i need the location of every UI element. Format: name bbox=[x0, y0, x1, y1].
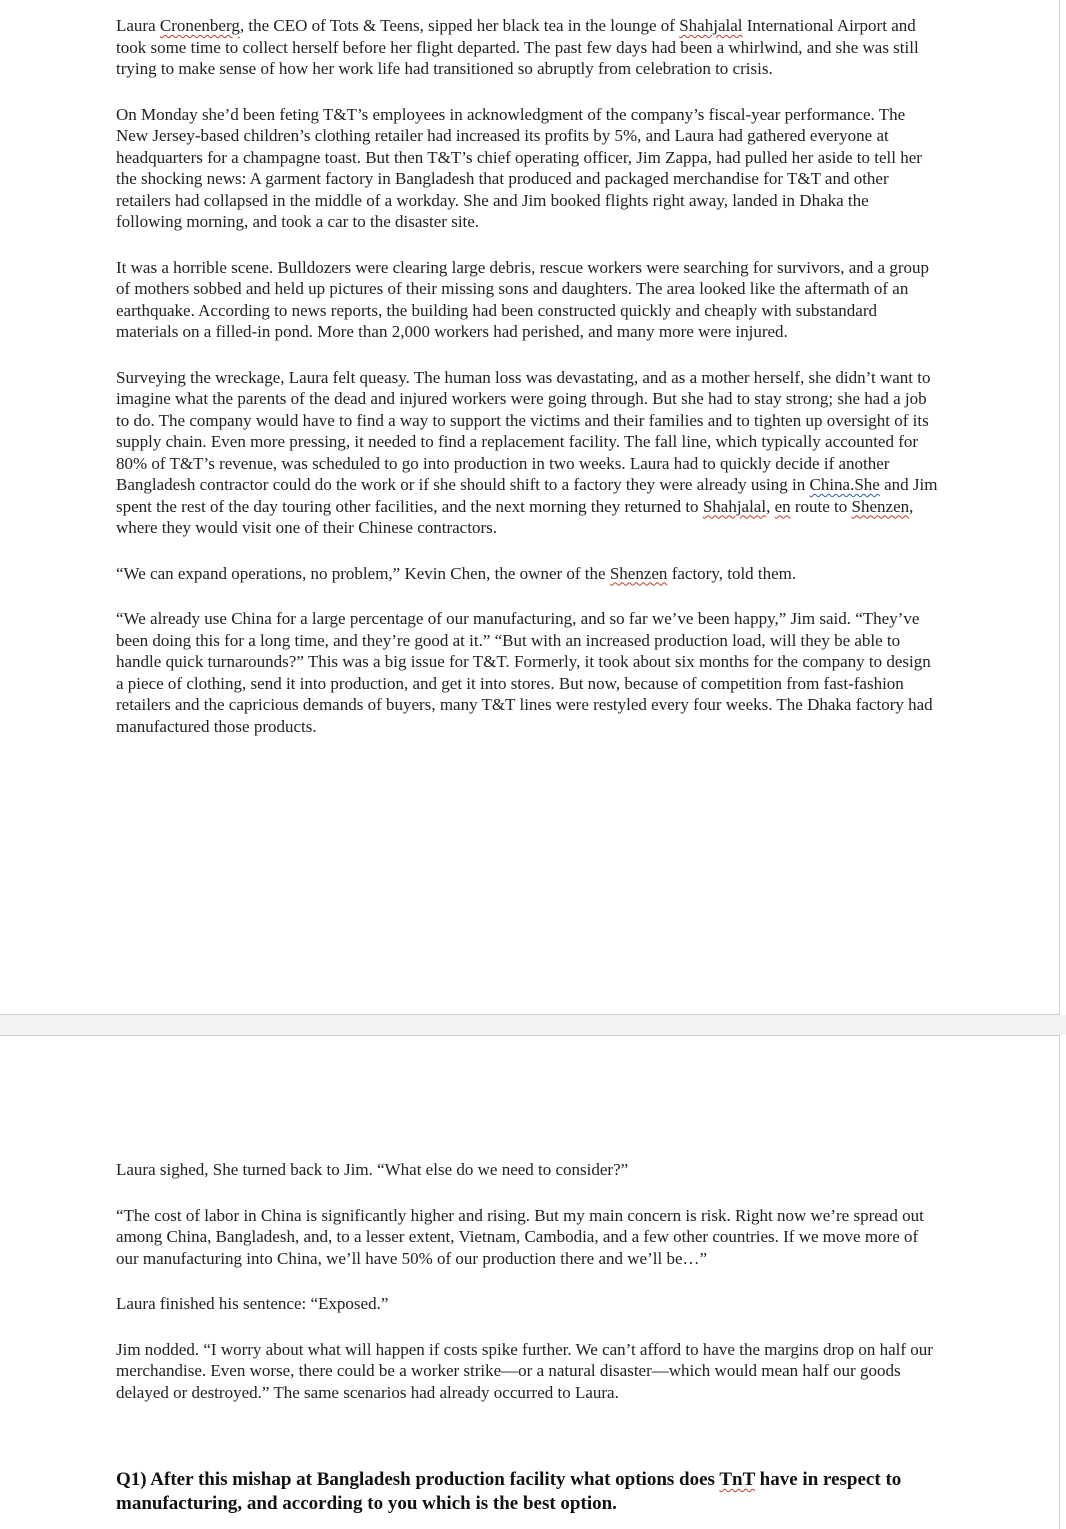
paragraph bbox=[116, 1293, 938, 1315]
paragraph bbox=[116, 104, 938, 233]
paragraph bbox=[116, 15, 938, 80]
paragraph bbox=[116, 257, 938, 343]
text-run: It was a horrible scene. Bulldozers were clearing large debris, rescue workers were searching for survivors, and a group of mothers sobbed and held up pictures of their missing sons and daughters. The area looked like the aftermath of an earthquake. According to news reports, the building had been constructed quickly and cheaply with substandard materials on a filled-in pond. More than 2,000 workers had perished, and many more were injured. bbox=[116, 257, 930, 341]
text-run: Laura bbox=[116, 16, 160, 35]
text-run: “We can expand operations, no problem,” Kevin Chen, the owner of the bbox=[116, 563, 610, 583]
paragraph bbox=[116, 1159, 938, 1181]
paragraph bbox=[116, 367, 938, 539]
question-text bbox=[116, 1468, 938, 1516]
text-run: Laura finished his sentence: “Exposed.” bbox=[116, 1294, 389, 1313]
text-run: Surveying the wreckage, Laura felt queasy. The human loss was devastating, and as a mother herself, she didn’t want to imagine what the parents of the dead and injured workers were going through. But she had to stay strong; she had a job to do. The company would have to find a way to support the victims and their families and to tighten up oversight of its supply chain. Even more pressing, it needed to find a replacement facility. The fall line, which typically accounted for 80% of T&T’s revenue, was scheduled to go into production in two weeks. Laura had to quickly decide if another Bangladesh contractor could do the work or if she should shift to a factory they were already using in bbox=[116, 367, 931, 494]
page1-body bbox=[116, 15, 938, 761]
spellcheck-flagged-word: Shenzen bbox=[609, 563, 668, 583]
text-run: “We already use China for a large percentage of our manufacturing, and so far we’ve been happy,” Jim said. “They’ve been doing this for a long time, and they’re good at it.” “But with an increased production load, will they be able to handle quick turnarounds?” This was a big issue for T&T. Formerly, it took about six months for the company to design a piece of clothing, send it into production, and get it into stores. But now, because of competition from fast-fashion retailers and the capricious demands of buyers, many T&T lines were restyled every four weeks. The Dhaka factory had manufactured those products. bbox=[116, 609, 933, 736]
spellcheck-flagged-word: Shahjalal bbox=[702, 496, 767, 516]
page-gap bbox=[0, 1015, 1066, 1035]
text-run: route to bbox=[790, 496, 852, 516]
spellcheck-flagged-word: TnT bbox=[719, 1469, 755, 1490]
spellcheck-flagged-word: en bbox=[774, 496, 791, 516]
paragraph bbox=[116, 1339, 938, 1404]
spellcheck-flagged-word: Shahjalal bbox=[679, 16, 743, 35]
spellcheck-flagged-word: China.She bbox=[809, 475, 880, 494]
text-run: have in respect to manufacturing, and according to you which is the best option. bbox=[116, 1469, 902, 1514]
text-run: Q1) After this mishap at Bangladesh production facility what options does bbox=[116, 1469, 720, 1490]
text-run: Jim nodded. “I worry about what will happen if costs spike further. We can’t afford to have the margins drop on half our merchandise. Even worse, there could be a worker strike—or a natural disaster—which would mean half our goods delayed or destroyed.” The same scenarios had already occurred to Laura. bbox=[116, 1339, 933, 1402]
text-run: Laura sighed, She turned back to Jim. “What else do we need to consider?” bbox=[116, 1160, 629, 1179]
text-run: , bbox=[766, 496, 775, 516]
text-run: “The cost of labor in China is significantly higher and rising. But my main concern is risk. Right now we’re spread out among China, Bangladesh, and, to a lesser extent, Vietnam, Cambodia, and a few other countries. If we move more of our manufacturing into China, we’ll have 50% of our production there and we’ll be…” bbox=[116, 1205, 924, 1268]
paragraph bbox=[116, 608, 938, 737]
paragraph bbox=[116, 563, 938, 585]
text-run: factory, told them. bbox=[667, 563, 797, 583]
paragraph bbox=[116, 1205, 938, 1270]
spellcheck-flagged-word: Shenzen bbox=[851, 496, 910, 516]
text-run: , the CEO of Tots & Teens, sipped her black tea in the lounge of bbox=[239, 16, 680, 35]
text-run: On Monday she’d been feting T&T’s employees in acknowledgment of the company’s fiscal-year performance. The New Jersey-based children’s clothing retailer had increased its profits by 5%, and Laura had gathered everyone at headquarters for a champagne toast. But then T&T’s chief operating officer, Jim Zappa, had pulled her aside to tell her the shocking news: A garment factory in Bangladesh that produced and packaged merchandise for T&T and other retailers had collapsed in the middle of a workday. She and Jim booked flights right away, landed in Dhaka the following morning, and took a car to the disaster site. bbox=[116, 104, 922, 231]
page2-body bbox=[116, 1159, 938, 1427]
text-run: and Jim spent the rest of the day touring other facilities, and the next morning they returned to bbox=[116, 475, 938, 516]
spellcheck-flagged-word: Cronenberg bbox=[159, 16, 240, 35]
text-run: International Airport and took some time to collect herself before her flight departed. The past few days had been a whirlwind, and she was still trying to make sense of how her work life had transitioned so abruptly from celebration to crisis. bbox=[116, 16, 919, 78]
text-run: , where they would visit one of their Chinese contractors. bbox=[116, 496, 914, 537]
